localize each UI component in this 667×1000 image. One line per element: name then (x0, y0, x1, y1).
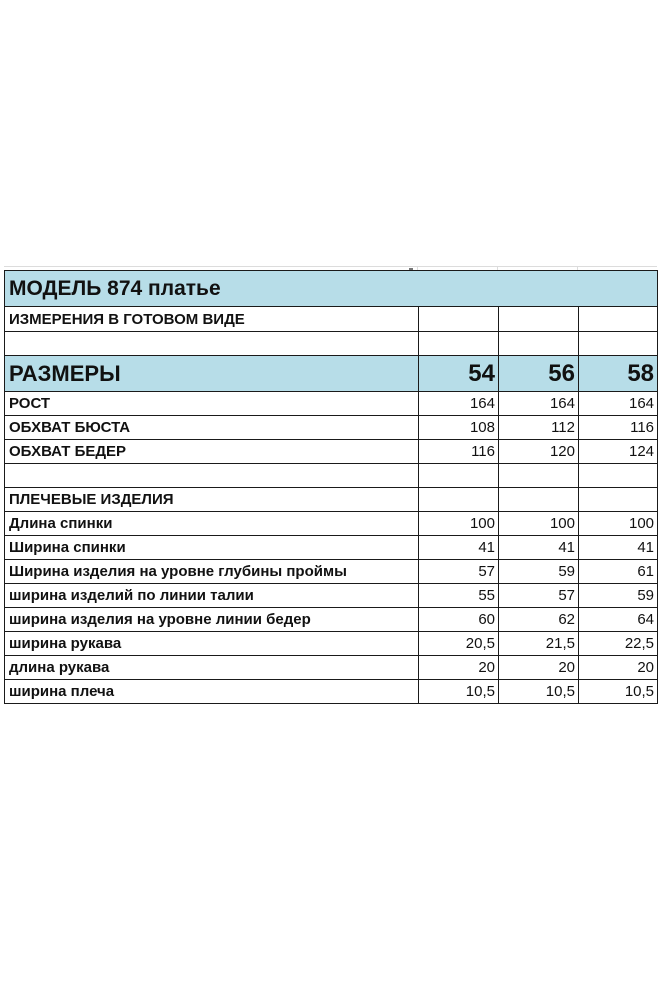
cell-value: 10,5 (499, 680, 579, 704)
cell-value: 10,5 (419, 680, 499, 704)
row-label: ширина изделия на уровне линии бедер (5, 608, 419, 632)
cell-value: 20 (499, 656, 579, 680)
cell-value: 124 (579, 440, 658, 464)
cell-value: 20 (419, 656, 499, 680)
table-row (5, 656, 658, 680)
table-row (5, 512, 658, 536)
cell-value: 164 (419, 392, 499, 416)
row-label: Ширина спинки (5, 536, 419, 560)
sizes-row (5, 356, 658, 392)
size-56: 56 (499, 356, 579, 392)
empty-row (5, 464, 658, 488)
model-title: МОДЕЛЬ 874 платье (5, 271, 419, 307)
size-58: 58 (579, 356, 658, 392)
cell-value: 20 (579, 656, 658, 680)
row-label: ОБХВАТ БЕДЕР (5, 440, 419, 464)
cell-value: 59 (499, 560, 579, 584)
cell-value: 64 (579, 608, 658, 632)
row-label: ОБХВАТ БЮСТА (5, 416, 419, 440)
size-chart-sheet (4, 270, 657, 704)
cell-value: 112 (499, 416, 579, 440)
cell-value: 10,5 (579, 680, 658, 704)
title-row (5, 271, 658, 307)
cell-value: 164 (579, 392, 658, 416)
cell-value: 60 (419, 608, 499, 632)
cell-value: 116 (579, 416, 658, 440)
cell-value: 21,5 (499, 632, 579, 656)
empty-row (5, 332, 658, 356)
size-chart-table (4, 270, 658, 704)
section-label: ПЛЕЧЕВЫЕ ИЗДЕЛИЯ (5, 488, 419, 512)
cell-value: 164 (499, 392, 579, 416)
cell-value: 116 (419, 440, 499, 464)
cell-value: 57 (499, 584, 579, 608)
row-label: РОСТ (5, 392, 419, 416)
cell-value: 59 (579, 584, 658, 608)
cell-value: 41 (579, 536, 658, 560)
sizes-label: РАЗМЕРЫ (5, 356, 419, 392)
row-label: ширина плеча (5, 680, 419, 704)
row-label: длина рукава (5, 656, 419, 680)
table-row (5, 440, 658, 464)
title-fill (419, 271, 658, 307)
cell-value: 55 (419, 584, 499, 608)
row-label: Ширина изделия на уровне глубины проймы (5, 560, 419, 584)
cell-value: 22,5 (579, 632, 658, 656)
cell-value: 61 (579, 560, 658, 584)
row-label: ширина изделий по линии талии (5, 584, 419, 608)
table-row (5, 584, 658, 608)
cell-value: 100 (419, 512, 499, 536)
size-54: 54 (419, 356, 499, 392)
cell-value: 120 (499, 440, 579, 464)
measurement-type-label: ИЗМЕРЕНИЯ В ГОТОВОМ ВИДЕ (5, 307, 419, 332)
cell-value: 108 (419, 416, 499, 440)
cell-value: 100 (499, 512, 579, 536)
cell-value: 62 (499, 608, 579, 632)
section-row (5, 488, 658, 512)
cell-value: 20,5 (419, 632, 499, 656)
table-row (5, 632, 658, 656)
table-row (5, 536, 658, 560)
subtitle-row (5, 307, 658, 332)
cell-value: 41 (499, 536, 579, 560)
row-label: ширина рукава (5, 632, 419, 656)
cell-value: 57 (419, 560, 499, 584)
row-label: Длина спинки (5, 512, 419, 536)
table-row (5, 680, 658, 704)
table-row (5, 392, 658, 416)
table-row (5, 416, 658, 440)
table-row (5, 560, 658, 584)
cell-value: 100 (579, 512, 658, 536)
cell-value: 41 (419, 536, 499, 560)
table-row (5, 608, 658, 632)
